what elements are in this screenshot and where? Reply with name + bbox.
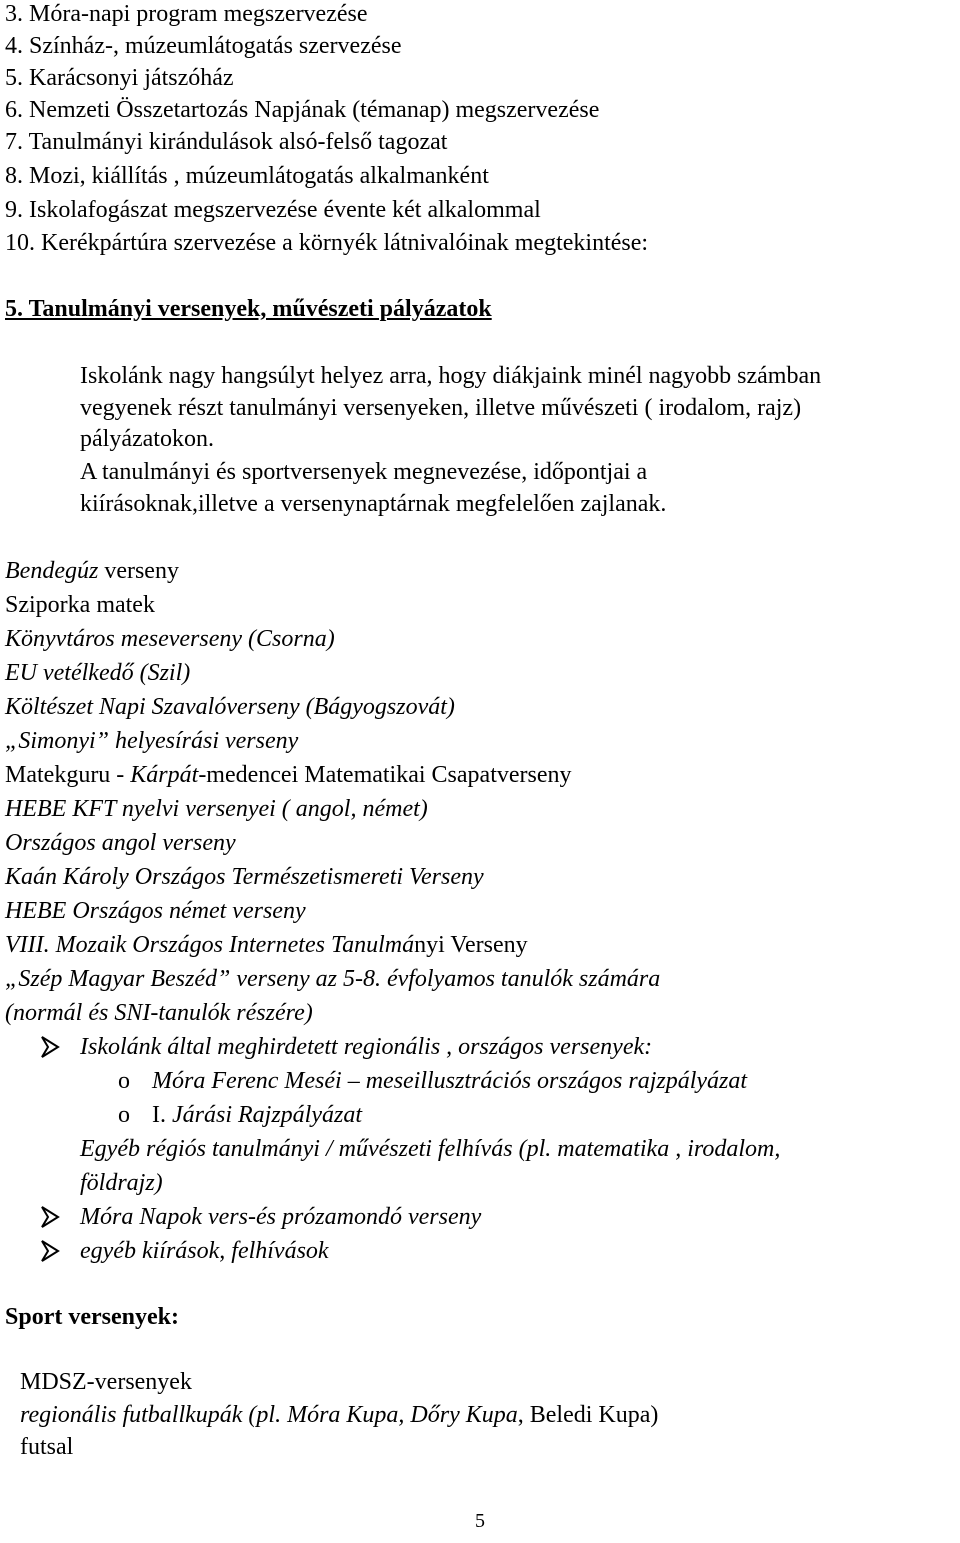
competition-item: HEBE KFT nyelvi versenyei ( angol, német) <box>5 796 428 822</box>
competition-name-italic: Kárpát <box>130 762 199 788</box>
bullet-item: Móra Napok vers-és prózamondó verseny <box>80 1204 482 1230</box>
paragraph-line: vegyenek részt tanulmányi versenyeken, illetve művészeti ( irodalom, rajz) <box>80 395 802 421</box>
sport-item-italic: regionális futballkupák (pl. Móra Kupa, Dőry Kupa <box>20 1402 518 1428</box>
competition-name-italic: Bendegúz <box>5 558 99 584</box>
list-item: 5. Karácsonyi játszóház <box>5 65 234 91</box>
competition-name: Matekguru - <box>5 762 131 788</box>
list-item: 7. Tanulmányi kirándulások alsó-felső tagozat <box>5 129 448 155</box>
sub-bullet-item <box>152 1101 362 1129</box>
competition-item <box>5 557 179 585</box>
sub-bullet-text: I. <box>152 1102 166 1128</box>
list-item: 6. Nemzeti Összetartozás Napjának (témanap) megszervezése <box>5 97 600 123</box>
paragraph-line: kiírásoknak,illetve a versenynaptárnak megfelelően zajlanak. <box>80 491 667 517</box>
competition-name: -medencei Matematikai Csapatverseny <box>198 762 572 788</box>
sub-bullet-text-italic: Járási Rajzpályázat <box>166 1102 362 1128</box>
competition-item: Sziporka matek <box>5 592 155 618</box>
sub-bullet-item: Móra Ferenc Meséi – meseillusztrációs országos rajzpályázat <box>152 1068 748 1094</box>
paragraph-line: pályázatokon. <box>80 426 214 452</box>
competition-item: Könyvtáros meseverseny (Csorna) <box>5 626 335 652</box>
sport-heading: Sport versenyek: <box>5 1304 179 1330</box>
competition-item <box>5 761 572 789</box>
paragraph-line: földrajz) <box>80 1170 163 1196</box>
bullet-item: Iskolánk által meghirdetett regionális , országos versenyek: <box>80 1034 653 1060</box>
competition-item: Költészet Napi Szavalóverseny (Bágyogszovát) <box>5 694 455 720</box>
sport-item: MDSZ-versenyek <box>20 1369 192 1395</box>
competition-name: nyi Verseny <box>414 932 528 958</box>
sub-bullet-marker: o <box>118 1068 130 1094</box>
page-number: 5 <box>475 1510 485 1532</box>
list-item: 8. Mozi, kiállítás , múzeumlátogatás alkalmanként <box>5 163 489 189</box>
list-item: 3. Móra-napi program megszervezése <box>5 1 368 27</box>
paragraph-line: A tanulmányi és sportversenyek megnevezése, időpontjai a <box>80 459 648 485</box>
competition-name-italic: évfolyamos tanulók számára <box>386 966 661 992</box>
list-item: 10. Kerékpártúra szervezése a környék látnivalóinak megtekintése: <box>5 230 649 256</box>
list-item: 9. Iskolafogászat megszervezése évente két alkalommal <box>5 197 541 223</box>
competition-item: Országos angol verseny <box>5 830 236 856</box>
sport-item-text: , Beledi Kupa) <box>517 1402 659 1428</box>
section-heading: 5. Tanulmányi versenyek, művészeti pályázatok <box>5 296 492 322</box>
arrow-bullet-icon <box>40 1206 60 1228</box>
competition-name-italic: VIII. Mozaik Országos Internetes Tanulmá <box>5 932 415 958</box>
competition-item <box>5 965 660 993</box>
competition-item <box>5 931 528 959</box>
paragraph-line: Iskolánk nagy hangsúlyt helyez arra, hogy diákjaink minél nagyobb számban <box>80 363 822 389</box>
bullet-item: egyéb kiírások, felhívások <box>80 1238 329 1264</box>
competition-item: (normál és SNI-tanulók részére) <box>5 1000 313 1026</box>
competition-item: „Simonyi” helyesírási verseny <box>5 728 299 754</box>
competition-item: HEBE Országos német verseny <box>5 898 306 924</box>
list-item: 4. Színház-, múzeumlátogatás szervezése <box>5 33 402 59</box>
competition-name-italic: „Szép Magyar Beszéd” verseny az 5-8. <box>5 966 387 992</box>
competition-item: EU vetélkedő (Szil) <box>5 660 191 686</box>
sport-item: futsal <box>20 1434 74 1460</box>
sport-item <box>20 1401 658 1429</box>
sub-bullet-marker: o <box>118 1102 130 1128</box>
arrow-bullet-icon <box>40 1240 60 1262</box>
paragraph-line: Egyéb régiós tanulmányi / művészeti felhívás (pl. matematika , irodalom, <box>80 1136 781 1162</box>
competition-item: Kaán Károly Országos Természetismereti Verseny <box>5 864 484 890</box>
competition-name: verseny <box>98 558 179 584</box>
arrow-bullet-icon <box>40 1036 60 1058</box>
